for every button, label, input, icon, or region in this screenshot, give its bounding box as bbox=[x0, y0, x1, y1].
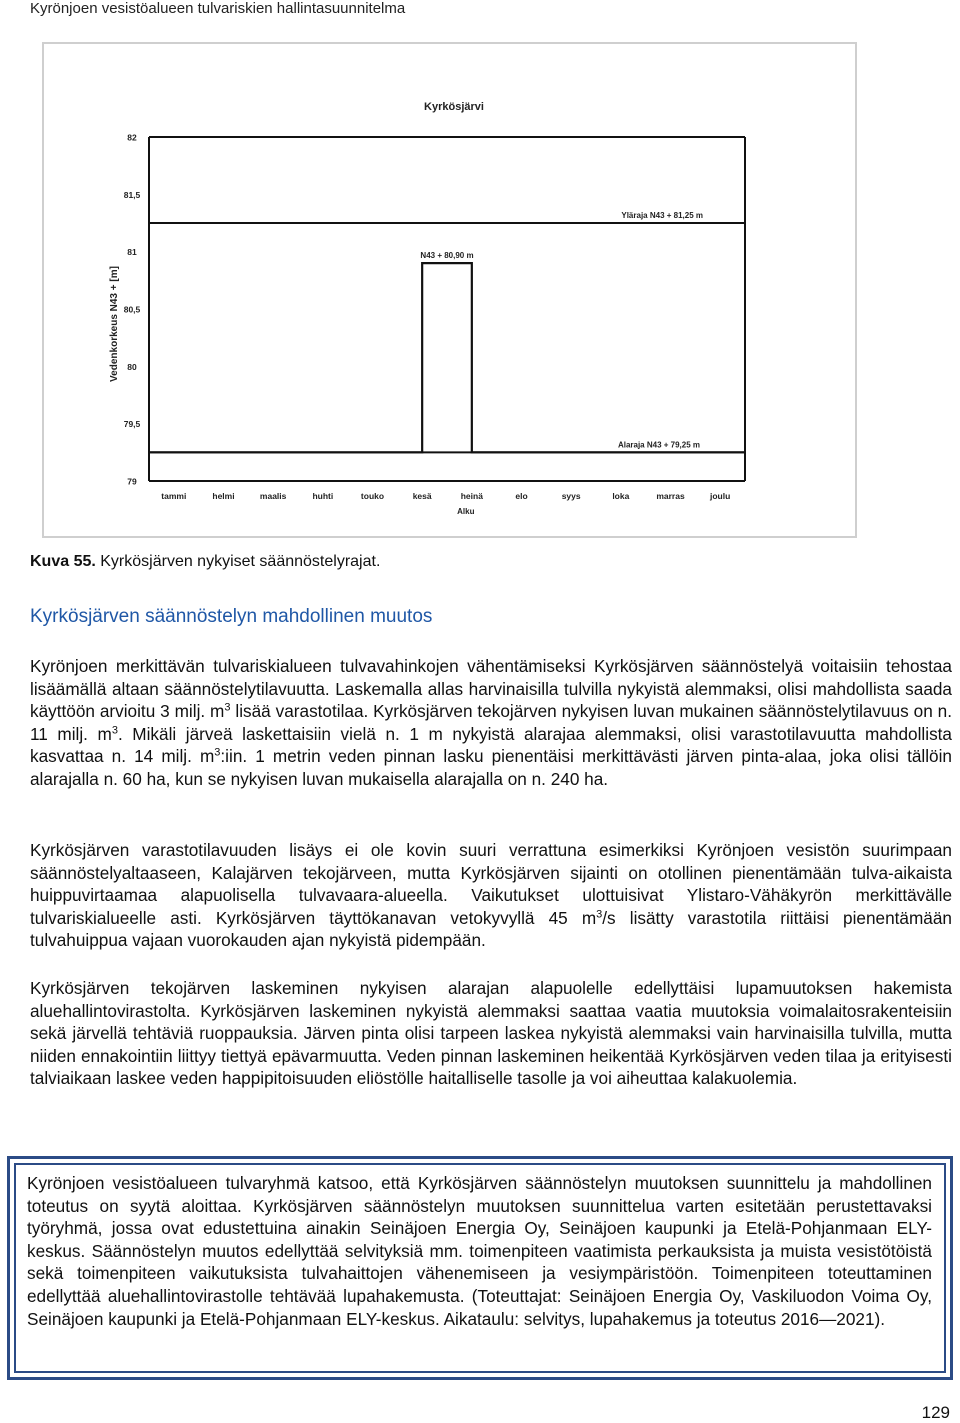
superscript-3: 3 bbox=[111, 724, 118, 737]
paragraph-2-part-a: Kyrkösjärven varastotilavuuden lisäys ei ole kovin suuri verrattuna esimerkiksi Kyrönjoen vesistön suurimpaan säännöstelyaltaaseen, Kalajärven tekojärveen, mutta Kyrkösjärven sijainti on otollinen pienentämään tulva-aikaista huippuvirtaamaa alapuolisella tulvavaara-alueella. Vaikutukset ulottuisivat Ylistaro-Vähäkyrön merkittävälle tulvariskialueelle asti. Kyrkösjärven täyttökanavan vetokyvyllä 45 m bbox=[30, 840, 952, 928]
y-tick-label: 81 bbox=[127, 247, 137, 258]
x-tick-label: elo bbox=[515, 491, 528, 501]
running-header: Kyrönjoen vesistöalueen tulvariskien hallintasuunnitelma bbox=[30, 0, 406, 17]
paragraph-2-part-b: /s lisätty varastotila riittäisi pienentämään tulvahuippua vajaan vuorokauden ajan nykyistä pidempään. bbox=[30, 907, 952, 951]
x-tick-label: touko bbox=[360, 491, 385, 501]
y-tick-label: 82 bbox=[127, 132, 137, 143]
figure-caption bbox=[30, 553, 380, 571]
section-heading: Kyrkösjärven säännöstelyn mahdollinen muutos bbox=[30, 606, 433, 627]
superscript-3: 3 bbox=[596, 908, 603, 921]
figure-frame bbox=[42, 42, 857, 538]
chart-title: Kyrkösjärvi bbox=[424, 101, 484, 113]
y-tick-label: 79,5 bbox=[123, 419, 141, 430]
paragraph-1-part-c: . Mikäli järveä laskettaisiin vielä n. 1 m nykyistä alarajaa alemmaksi, olisi varastotilavuutta mahdollista kasvattaa n. 14 milj. m bbox=[30, 723, 952, 767]
paragraph-1 bbox=[30, 655, 952, 791]
x-tick-label: marras bbox=[656, 491, 685, 501]
figure-caption-text: Kyrkösjärven nykyiset säännöstelyrajat. bbox=[95, 553, 381, 570]
x-tick-label: tammi bbox=[161, 491, 187, 501]
x-tick-label: syys bbox=[561, 491, 581, 501]
y-tick-label: 81,5 bbox=[123, 189, 141, 200]
superscript-3: 3 bbox=[224, 701, 231, 714]
x-tick-label: loka bbox=[612, 491, 630, 501]
recommendation-box bbox=[7, 1156, 953, 1380]
summer-level-label: N43 + 80,90 m bbox=[420, 251, 474, 261]
x-tick-label: heinä bbox=[460, 491, 483, 501]
paragraph-3: Kyrkösjärven tekojärven laskeminen nykyisen alarajan alapuolelle edellyttäisi lupamuutoksen hakemista aluehallintovirastolta. Kyrkösjärven laskeminen nykyistä alemmaksi saattaa vaatia muutoksia voimalaitosrakenteisiin sekä järvellä tehtäviä ruoppauksia. Järven pinta olisi tarpeen laskea nykyistä alemmaksi vain harvinaisilla tulvilla, mutta niiden ennakointiin liittyy tiettyä epävarmuutta. Veden pinnan laskeminen heikentää Kyrkösjärven veden tilaa ja erityisesti talviaikaan laskee veden happipitoisuuden eliöstölle haitalliselle tasolle ja voi aiheuttaa kalakuolemia. bbox=[30, 978, 952, 1089]
y-axis-ticks bbox=[124, 133, 141, 487]
chart-y-axis-label: Vedenkorkeus N43 + [m] bbox=[109, 266, 120, 382]
water-level-chart bbox=[44, 44, 855, 536]
superscript-3: 3 bbox=[214, 746, 221, 759]
figure-caption-label: Kuva 55. bbox=[30, 553, 96, 570]
paragraph-2 bbox=[30, 839, 952, 952]
regulation-curve bbox=[149, 263, 745, 452]
x-tick-label: maalis bbox=[259, 491, 287, 501]
paragraph-1-part-d: :iin. 1 metrin veden pinnan lasku pienentäisi merkittävästi järven pinta-alaa, joka olisi tällöin alarajalla n. 60 ha, kun se nykyisen luvan mukaisella alarajalla on n. 240 ha. bbox=[30, 746, 952, 789]
x-axis-ticks bbox=[161, 491, 730, 501]
recommendation-text: Kyrönjoen vesistöalueen tulvaryhmä katsoo, että Kyrkösjärven säännöstelyn muutoksen suunnittelu ja mahdollinen toteutus on syytä aloittaa. Kyrkösjärven säännöstelyn muutoksen suunnittelua varten esitetään perustettavaksi työryhmä, jossa ovat edustettuina ainakin Seinäjoen Energia Oy, Seinäjoen kaupunki ja Etelä-Pohjanmaan ELY-keskus. Säännöstelyn muutos edellyttää selvityksiä mm. toimenpiteen vaatimista perkauksista ja muista vesistötöistä sekä toimenpiteen vaikutuksista tulvahaittojen vähenemiseen ja vesiympäristöön. Toimenpiteen toteuttaminen edellyttää aluehallintovirastolle tehtävää lupahakemusta. (Toteuttajat: Seinäjoen Energia Oy, Vaskiluodon Voima Oy, Seinäjoen kaupunki ja Etelä-Pohjanmaan ELY-keskus. Aikataulu: selvitys, lupahakemus ja toteutus 2016—2021). bbox=[27, 1173, 932, 1329]
x-tick-label: kesä bbox=[412, 491, 432, 501]
x-axis-annotation: Alku bbox=[457, 507, 475, 516]
x-tick-label: huhti bbox=[312, 491, 334, 501]
reference-lines bbox=[149, 211, 745, 452]
x-tick-label: joulu bbox=[710, 491, 731, 501]
page-number: 129 bbox=[921, 1403, 950, 1422]
lower-limit-label: Alaraja N43 + 79,25 m bbox=[617, 440, 700, 450]
y-tick-label: 80 bbox=[127, 361, 137, 372]
paragraph-1-part-b: lisää varastotilaa. Kyrkösjärven tekojärven nykyisen luvan mukainen säännöstelytilavuus on n. 11 milj. m bbox=[30, 701, 952, 744]
y-tick-label: 80,5 bbox=[123, 304, 141, 315]
upper-limit-label: Yläraja N43 + 81,25 m bbox=[621, 211, 703, 220]
y-tick-label: 79 bbox=[127, 476, 137, 487]
paragraph-1-part-a: Kyrönjoen merkittävän tulvariskialueen tulvavahinkojen vähentämiseksi Kyrkösjärven säännöstelyä voitaisiin tehostaa lisäämällä altaan säännöstelytilavuutta. Laskemalla allas harvinaisilla tulvilla nykyistä alemmaksi, olisi mahdollista saada käyttöön arvioitu 3 milj. m bbox=[30, 656, 952, 722]
x-tick-label: helmi bbox=[212, 491, 235, 501]
